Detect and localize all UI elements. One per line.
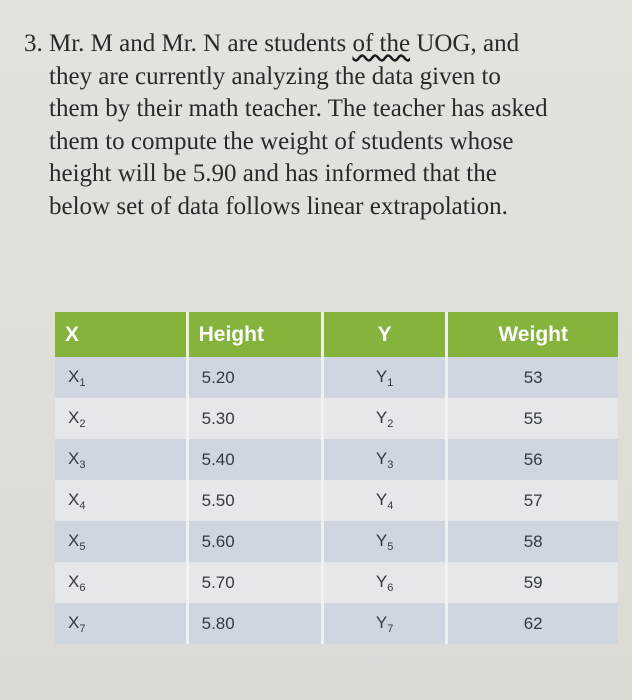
underlined-phrase: of the xyxy=(352,30,411,57)
cell-weight: 56 xyxy=(523,449,543,469)
cell-x: $X_4$ xyxy=(55,480,187,521)
table-row xyxy=(55,521,618,562)
cell-y: $Y_5$ xyxy=(322,521,446,562)
question-text xyxy=(24,28,614,223)
question-line-6: below set of data follows linear extrapolation. xyxy=(49,192,508,220)
table-row xyxy=(55,562,618,603)
question-line-3: them by their math teacher. The teacher has asked xyxy=(49,95,548,122)
header-y: Y xyxy=(322,312,446,357)
cell-height: 5.20 xyxy=(187,357,322,398)
cell-weight: 55 xyxy=(523,408,543,428)
header-height: Height xyxy=(187,312,322,357)
cell-x: $X_5$ xyxy=(55,521,187,562)
question-line-5: height will be 5.90 and has informed that the xyxy=(49,160,497,187)
cell-y: $Y_1$ xyxy=(322,357,446,398)
table-row xyxy=(55,439,618,480)
cell-height: 5.40 xyxy=(187,439,322,480)
question-number: 3. xyxy=(24,30,43,57)
height-weight-table xyxy=(55,312,618,644)
cell-y: $Y_3$ xyxy=(322,439,446,480)
cell-x: $X_6$ xyxy=(55,562,187,603)
cell-weight: 62 xyxy=(523,613,543,633)
table-header-row xyxy=(55,312,618,357)
table-row xyxy=(55,398,618,439)
cell-y: $Y_6$ xyxy=(322,562,446,603)
cell-weight: 53 xyxy=(523,367,543,387)
cell-weight: 58 xyxy=(523,531,543,551)
cell-x: $X_2$ xyxy=(55,398,187,439)
cell-y: $Y_7$ xyxy=(322,603,446,644)
cell-y: $Y_2$ xyxy=(322,398,446,439)
cell-height: 5.30 xyxy=(187,398,322,439)
cell-x: $X_3$ xyxy=(55,439,187,480)
table-row xyxy=(55,603,618,644)
question-line-4: them to compute the weight of students whose xyxy=(49,127,514,155)
cell-x: $X_1$ xyxy=(55,357,187,398)
cell-height: 5.70 xyxy=(187,562,322,603)
cell-y: $Y_4$ xyxy=(322,480,446,521)
data-table-container xyxy=(55,312,618,644)
cell-height: 5.60 xyxy=(187,521,322,562)
table-row xyxy=(55,357,618,398)
header-x: X xyxy=(55,312,187,357)
cell-weight: 59 xyxy=(523,572,543,592)
cell-x: $X_7$ xyxy=(55,603,187,644)
cell-height: 5.80 xyxy=(187,603,322,644)
table-body xyxy=(55,357,618,644)
cell-height: 5.50 xyxy=(187,480,322,521)
header-weight: Weight xyxy=(498,322,568,346)
table-row xyxy=(55,480,618,521)
question-line-2: they are currently analyzing the data given to xyxy=(49,62,501,90)
cell-weight: 57 xyxy=(523,490,543,510)
question-line-1: 3. Mr. M and Mr. N are students of the UOG, and xyxy=(24,28,614,61)
